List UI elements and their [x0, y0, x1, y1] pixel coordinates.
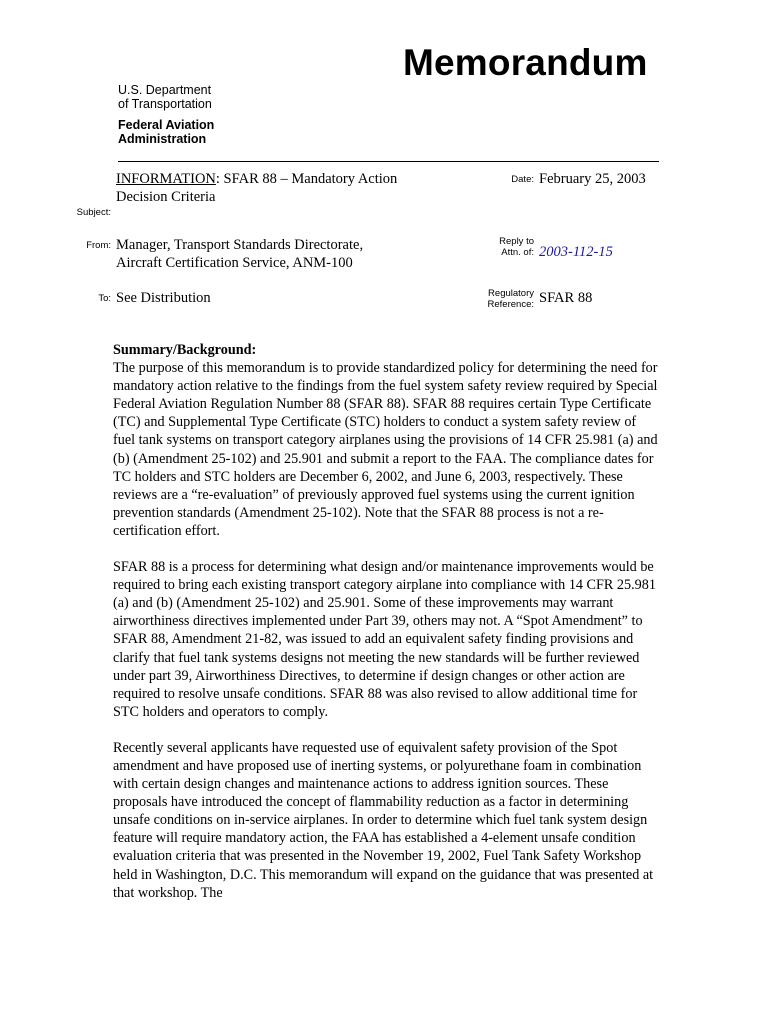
from-line-2: Aircraft Certification Service, ANM-100 — [116, 255, 353, 271]
subject-value — [116, 170, 397, 206]
subject-line-1: : SFAR 88 – Mandatory Action — [215, 171, 398, 187]
reply-label — [460, 236, 534, 258]
agency-line-1: Federal Aviation — [118, 118, 215, 132]
date-value: February 25, 2003 — [539, 171, 646, 187]
regulatory-reference-value: SFAR 88 — [539, 290, 593, 306]
reply-label-line-2: Attn. of: — [501, 247, 534, 258]
reply-value: 2003-112-15 — [539, 244, 613, 260]
subject-line-2: Decision Criteria — [116, 189, 216, 205]
subject-label: Subject: — [76, 207, 111, 218]
paragraph-3: Recently several applicants have requested use of equivalent safety provision of the Spot amendment and have proposed use of inerting systems, or polyurethane foam in combination with certain design changes and maintenance actions to address ignition sources. These proposals have introduced the concept of flammability reduction as a factor in determining unsafe conditions on in-service airplanes. In order to determine which fuel tank system design feature will require mandatory action, the FAA has established a 4-element unsafe condition evaluation criteria that was presented in the November 19, 2002, Fuel Tank Safety Workshop held in Washington, D.C. This memorandum will expand on the guidance that was presented at that workshop. The — [113, 739, 654, 901]
reg-label-line-1: Regulatory — [488, 288, 534, 299]
to-label: To: — [98, 293, 111, 304]
reply-label-line-1: Reply to — [499, 236, 534, 247]
from-label: From: — [86, 240, 111, 251]
paragraph-2: SFAR 88 is a process for determining what design and/or maintenance improvements would be required to bring each existing transport category airplane into compliance with 14 CFR 25.981 (a) and (b) (Amendment 25-102) and 25.901. Some of these improvements may warrant airworthiness directives implemented under Part 39, others may not. A “Spot Amendment” to SFAR 88, Amendment 21-82, was issued to add an equivalent safety finding provisions and clarify that fuel tank systems designs not meeting the new standards will be further reviewed under part 39, Airworthiness Directives, to determine if design changes or other action are required to resolve unsafe conditions. SFAR 88 was also revised to allow additional time for STC holders and operators to comply. — [113, 559, 656, 720]
agency-name — [118, 118, 214, 146]
department-line-2: of Transportation — [118, 97, 212, 111]
paragraph-1-text: The purpose of this memorandum is to provide standardized policy for determining the need for mandatory action relative to the findings from the fuel system safety review required by Special Federal Aviation Regulation Number 88 (SFAR 88). SFAR 88 requires certain Type Certificate (TC) and Supplemental Type Certificate (STC) holders to conduct a system safety review of fuel tank systems on transport category airplanes using the provisions of 14 CFR 25.981 (a) and (b) (Amendment 25-102) and 25.901 and submit a report to the FAA. The compliance dates for TC holders and STC holders are December 6, 2002, and June 6, 2003, respectively. These reviews are a “re-evaluation” of previously approved fuel systems using the current ignition prevention standards (Amendment 25-102). Note that the SFAR 88 process is not a re-certification effort. — [113, 360, 658, 539]
agency-line-2: Administration — [118, 132, 207, 146]
header-divider — [118, 161, 659, 162]
paragraph-1 — [113, 341, 658, 540]
reg-label-line-2: Reference: — [487, 299, 534, 310]
department-name — [118, 83, 212, 111]
from-value — [116, 236, 363, 272]
department-line-1: U.S. Department — [118, 83, 212, 97]
from-line-1: Manager, Transport Standards Directorate, — [116, 237, 364, 253]
to-value: See Distribution — [116, 290, 211, 306]
regulatory-reference-label — [460, 288, 534, 310]
section-heading: Summary/Background: — [113, 342, 257, 358]
memo-title: Memorandum — [403, 42, 648, 83]
subject-prefix: INFORMATION — [116, 171, 216, 187]
memo-body — [113, 341, 658, 920]
date-label: Date: — [511, 174, 534, 185]
